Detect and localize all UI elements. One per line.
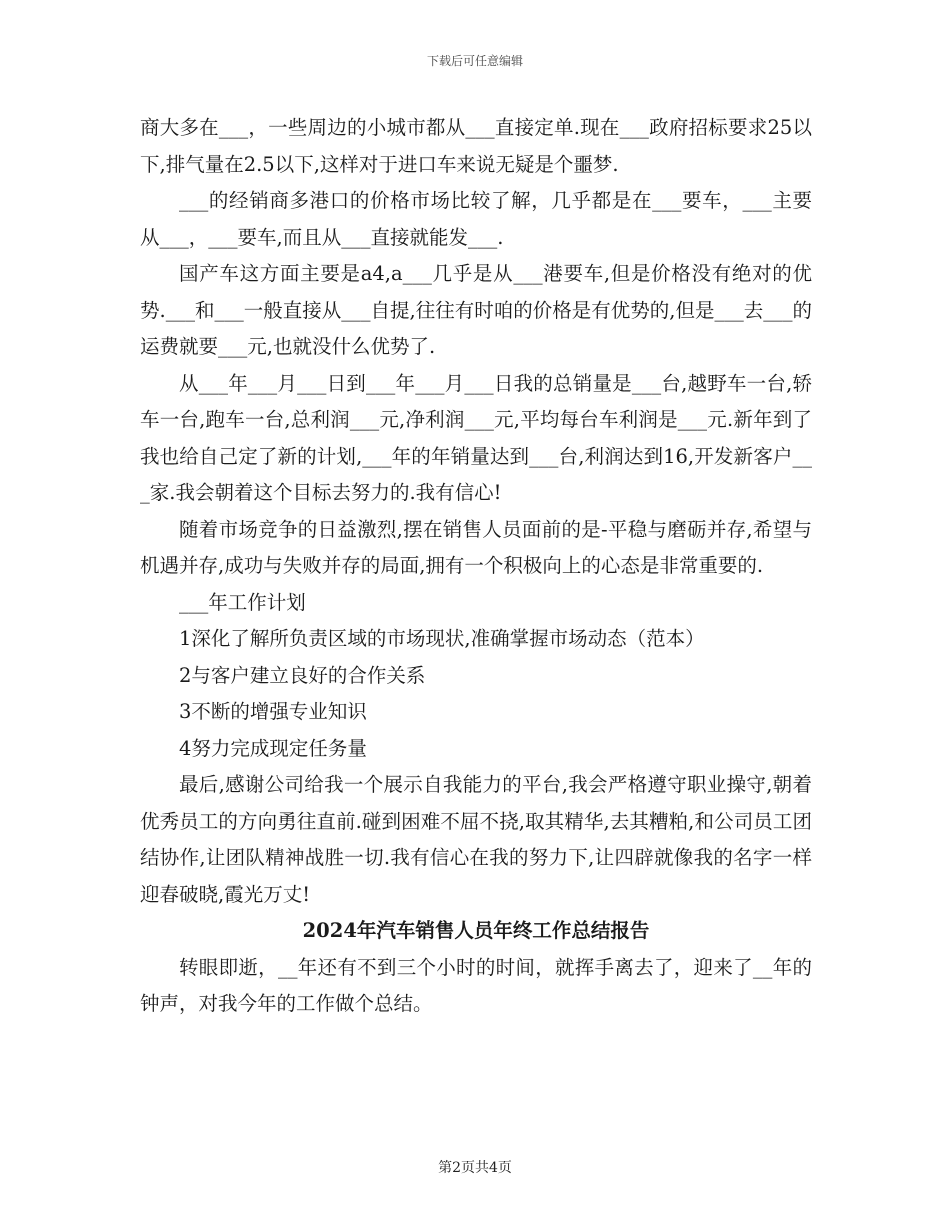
section-title: 2024年汽车销售人员年终工作总结报告 <box>302 919 650 942</box>
paragraph-2: ___的经销商多港口的价格市场比较了解，几乎都是在___要车，___主要从___，___要车,而且从___直接就能发___. <box>140 189 812 249</box>
plan-item-1: 1深化了解所负责区域的市场现状,准确掌握市场动态（范本） <box>179 627 705 650</box>
paragraph-3: 国产车这方面主要是a4,a___几乎是从___港要车,但是价格没有绝对的优势.___和___一般直接从___自提,往往有时咱的价格是有优势的,但是___去___的运费就要___元,也就没什么优势了. <box>140 262 812 358</box>
paragraph-4: 从___年___月___日到___年___月___日我的总销量是___台,越野车一台,轿车一台,跑车一台,总利润___元,净利润___元,平均每台车利润是___元.新年到了我也给自己定了新的计划,___年的年销量达到___台,利润达到16,开发新客户___家.我会朝着这个目标去努力的.我有信心! <box>140 371 812 504</box>
page-indicator: 第2页共4页 <box>438 1160 512 1176</box>
paragraph-7: 转眼即逝，__年还有不到三个小时的时间，就挥手离去了，迎来了__年的钟声，对我今年的工作做个总结。 <box>140 955 812 1015</box>
paragraph-6: 最后,感谢公司给我一个展示自我能力的平台,我会严格遵守职业操守,朝着优秀员工的方向勇往直前.碰到困难不屈不挠,取其精华,去其糟粕,和公司员工团结协作,让团队精神战胜一切.我有信心在我的努力下,让四辟就像我的名字一样迎春破晓,霞光万丈! <box>140 773 812 906</box>
plan-item-2: 2与客户建立良好的合作关系 <box>179 663 426 687</box>
plan-item-4: 4努力完成现定任务量 <box>179 736 367 760</box>
plan-title: ___年工作计划 <box>179 590 306 614</box>
paragraph-5: 随着市场竞争的日益激烈,摆在销售人员面前的是-平稳与磨砺并存,希望与机遇并存,成功与失败并存的局面,拥有一个积极向上的心态是非常重要的. <box>140 517 812 577</box>
header-note: 下载后可任意编辑 <box>426 54 523 68</box>
plan-item-3: 3不断的增强专业知识 <box>179 700 367 723</box>
paragraph-1: 商大多在___，一些周边的小城市都从___直接定单.现在___政府招标要求25以下,排气量在2.5以下,这样对于进口车来说无疑是个噩梦. <box>140 116 812 176</box>
document-body <box>140 110 812 1023</box>
